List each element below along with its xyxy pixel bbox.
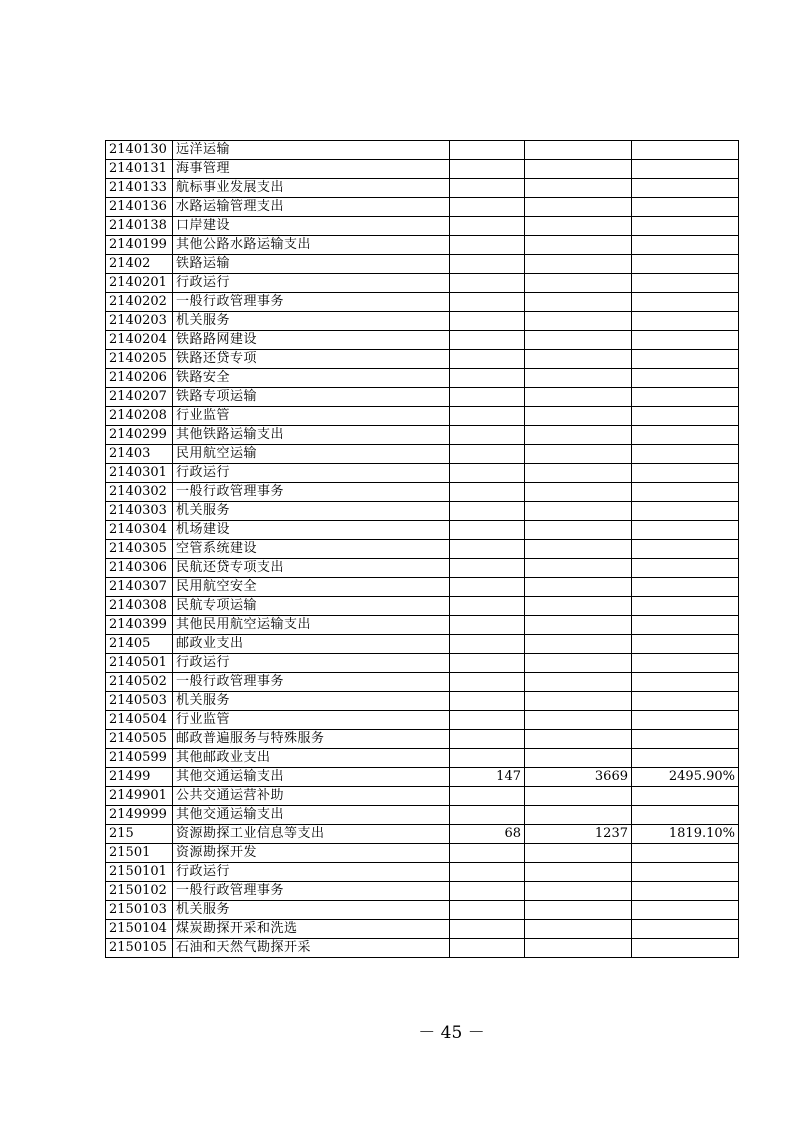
value-3-cell (632, 844, 739, 863)
name-cell: 其他铁路运输支出 (173, 426, 450, 445)
value-3-cell (632, 141, 739, 160)
value-1-cell (450, 217, 525, 236)
budget-table-body (106, 141, 739, 958)
name-cell: 行业监管 (173, 407, 450, 426)
name-cell: 空管系统建设 (173, 540, 450, 559)
value-3-cell (632, 502, 739, 521)
value-3-cell (632, 882, 739, 901)
value-3-cell (632, 901, 739, 920)
code-cell: 2150105 (106, 939, 173, 958)
table-row (106, 616, 739, 635)
value-2-cell (525, 616, 632, 635)
code-cell: 2140502 (106, 673, 173, 692)
code-cell: 2140305 (106, 540, 173, 559)
value-1-cell (450, 920, 525, 939)
value-2-cell (525, 426, 632, 445)
code-cell: 2140202 (106, 293, 173, 312)
value-3-cell (632, 920, 739, 939)
code-cell: 2140301 (106, 464, 173, 483)
value-3-cell (632, 160, 739, 179)
value-2-cell (525, 388, 632, 407)
value-2-cell (525, 331, 632, 350)
table-row (106, 236, 739, 255)
value-1-cell (450, 901, 525, 920)
value-2-cell (525, 274, 632, 293)
name-cell: 其他交通运输支出 (173, 768, 450, 787)
code-cell: 2150102 (106, 882, 173, 901)
value-1-cell: 147 (450, 768, 525, 787)
value-1-cell (450, 464, 525, 483)
value-1-cell (450, 160, 525, 179)
value-1-cell (450, 369, 525, 388)
table-row (106, 445, 739, 464)
code-cell: 21403 (106, 445, 173, 464)
value-1-cell (450, 559, 525, 578)
value-1-cell (450, 483, 525, 502)
value-1-cell (450, 730, 525, 749)
code-cell: 21499 (106, 768, 173, 787)
name-cell: 远洋运输 (173, 141, 450, 160)
value-1-cell (450, 179, 525, 198)
value-2-cell (525, 901, 632, 920)
value-1-cell (450, 654, 525, 673)
value-3-cell (632, 179, 739, 198)
value-2-cell (525, 673, 632, 692)
code-cell: 2140503 (106, 692, 173, 711)
value-3-cell (632, 730, 739, 749)
name-cell: 资源勘探工业信息等支出 (173, 825, 450, 844)
code-cell: 2140207 (106, 388, 173, 407)
name-cell: 机场建设 (173, 521, 450, 540)
value-3-cell (632, 198, 739, 217)
value-3-cell (632, 616, 739, 635)
value-1-cell (450, 597, 525, 616)
value-2-cell (525, 350, 632, 369)
table-row (106, 787, 739, 806)
name-cell: 铁路安全 (173, 369, 450, 388)
table-row (106, 654, 739, 673)
code-cell: 2140203 (106, 312, 173, 331)
name-cell: 其他邮政业支出 (173, 749, 450, 768)
name-cell: 一般行政管理事务 (173, 483, 450, 502)
value-3-cell (632, 597, 739, 616)
value-3-cell (632, 483, 739, 502)
name-cell: 机关服务 (173, 901, 450, 920)
value-2-cell (525, 141, 632, 160)
value-1-cell (450, 445, 525, 464)
value-1-cell (450, 274, 525, 293)
table-row (106, 274, 739, 293)
value-2-cell (525, 654, 632, 673)
code-cell: 2140138 (106, 217, 173, 236)
code-cell: 2140130 (106, 141, 173, 160)
name-cell: 行业监管 (173, 711, 450, 730)
value-1-cell (450, 293, 525, 312)
value-2-cell (525, 255, 632, 274)
name-cell: 资源勘探开发 (173, 844, 450, 863)
value-3-cell (632, 312, 739, 331)
value-2-cell (525, 483, 632, 502)
value-1-cell (450, 882, 525, 901)
name-cell: 机关服务 (173, 312, 450, 331)
value-1-cell (450, 673, 525, 692)
name-cell: 行政运行 (173, 654, 450, 673)
value-2-cell: 3669 (525, 768, 632, 787)
value-1-cell (450, 312, 525, 331)
value-1-cell (450, 141, 525, 160)
name-cell: 机关服务 (173, 692, 450, 711)
value-1-cell (450, 616, 525, 635)
value-1-cell (450, 521, 525, 540)
value-1-cell (450, 711, 525, 730)
code-cell: 2140204 (106, 331, 173, 350)
value-1-cell (450, 540, 525, 559)
table-row (106, 369, 739, 388)
value-2-cell (525, 521, 632, 540)
table-row (106, 502, 739, 521)
name-cell: 水路运输管理支出 (173, 198, 450, 217)
value-1-cell (450, 578, 525, 597)
name-cell: 一般行政管理事务 (173, 673, 450, 692)
value-1-cell (450, 331, 525, 350)
table-row (106, 578, 739, 597)
value-3-cell (632, 692, 739, 711)
table-row (106, 350, 739, 369)
value-3-cell (632, 559, 739, 578)
budget-table (105, 140, 739, 958)
code-cell: 2140199 (106, 236, 173, 255)
value-1-cell (450, 844, 525, 863)
value-2-cell (525, 407, 632, 426)
value-2-cell (525, 578, 632, 597)
table-row (106, 559, 739, 578)
name-cell: 行政运行 (173, 863, 450, 882)
value-2-cell (525, 540, 632, 559)
name-cell: 民航还贷专项支出 (173, 559, 450, 578)
value-2-cell (525, 464, 632, 483)
value-3-cell (632, 654, 739, 673)
code-cell: 2140208 (106, 407, 173, 426)
name-cell: 海事管理 (173, 160, 450, 179)
table-row (106, 863, 739, 882)
code-cell: 2140303 (106, 502, 173, 521)
table-row (106, 939, 739, 958)
table-row (106, 179, 739, 198)
code-cell: 21405 (106, 635, 173, 654)
value-2-cell (525, 844, 632, 863)
code-cell: 2150104 (106, 920, 173, 939)
code-cell: 2140399 (106, 616, 173, 635)
value-1-cell (450, 787, 525, 806)
value-1-cell (450, 407, 525, 426)
value-2-cell (525, 312, 632, 331)
name-cell: 邮政业支出 (173, 635, 450, 654)
name-cell: 铁路专项运输 (173, 388, 450, 407)
code-cell: 2140205 (106, 350, 173, 369)
value-1-cell (450, 863, 525, 882)
value-2-cell (525, 806, 632, 825)
code-cell: 21402 (106, 255, 173, 274)
name-cell: 民用航空运输 (173, 445, 450, 464)
value-3-cell (632, 426, 739, 445)
value-3-cell (632, 464, 739, 483)
value-3-cell (632, 939, 739, 958)
value-2-cell (525, 597, 632, 616)
value-3-cell (632, 255, 739, 274)
value-3-cell (632, 388, 739, 407)
table-row (106, 882, 739, 901)
value-3-cell (632, 331, 739, 350)
value-1-cell (450, 255, 525, 274)
value-2-cell (525, 749, 632, 768)
table-row (106, 844, 739, 863)
value-1-cell (450, 692, 525, 711)
value-3-cell: 1819.10% (632, 825, 739, 844)
value-2-cell (525, 559, 632, 578)
table-row (106, 521, 739, 540)
value-1-cell (450, 426, 525, 445)
code-cell: 2140206 (106, 369, 173, 388)
table-row (106, 749, 739, 768)
code-cell: 2140308 (106, 597, 173, 616)
table-row (106, 331, 739, 350)
value-2-cell (525, 160, 632, 179)
value-1-cell (450, 806, 525, 825)
value-3-cell (632, 749, 739, 768)
code-cell: 2140131 (106, 160, 173, 179)
table-row (106, 806, 739, 825)
value-3-cell (632, 217, 739, 236)
value-1-cell (450, 350, 525, 369)
name-cell: 民用航空安全 (173, 578, 450, 597)
table-row (106, 920, 739, 939)
value-1-cell (450, 749, 525, 768)
table-row (106, 597, 739, 616)
value-3-cell (632, 578, 739, 597)
value-2-cell (525, 635, 632, 654)
name-cell: 行政运行 (173, 274, 450, 293)
code-cell: 2140304 (106, 521, 173, 540)
value-3-cell (632, 787, 739, 806)
value-3-cell (632, 540, 739, 559)
name-cell: 其他交通运输支出 (173, 806, 450, 825)
table-row (106, 730, 739, 749)
table-row (106, 255, 739, 274)
table-row (106, 464, 739, 483)
value-3-cell (632, 806, 739, 825)
name-cell: 民航专项运输 (173, 597, 450, 616)
table-row (106, 426, 739, 445)
table-row (106, 198, 739, 217)
name-cell: 铁路路网建设 (173, 331, 450, 350)
table-row (106, 407, 739, 426)
value-2-cell (525, 198, 632, 217)
name-cell: 公共交通运营补助 (173, 787, 450, 806)
code-cell: 2150103 (106, 901, 173, 920)
value-3-cell (632, 711, 739, 730)
table-row (106, 692, 739, 711)
table-row (106, 483, 739, 502)
value-3-cell (632, 445, 739, 464)
name-cell: 行政运行 (173, 464, 450, 483)
name-cell: 铁路还贷专项 (173, 350, 450, 369)
value-2-cell (525, 236, 632, 255)
code-cell: 2140201 (106, 274, 173, 293)
code-cell: 2149999 (106, 806, 173, 825)
value-1-cell (450, 502, 525, 521)
value-2-cell (525, 502, 632, 521)
code-cell: 21501 (106, 844, 173, 863)
table-row (106, 217, 739, 236)
name-cell: 一般行政管理事务 (173, 293, 450, 312)
table-row (106, 312, 739, 331)
value-2-cell (525, 730, 632, 749)
table-row (106, 673, 739, 692)
code-cell: 2150101 (106, 863, 173, 882)
value-1-cell (450, 198, 525, 217)
name-cell: 口岸建设 (173, 217, 450, 236)
value-1-cell (450, 236, 525, 255)
code-cell: 215 (106, 825, 173, 844)
value-3-cell (632, 407, 739, 426)
value-3-cell (632, 293, 739, 312)
value-1-cell (450, 388, 525, 407)
value-2-cell (525, 369, 632, 388)
value-2-cell (525, 445, 632, 464)
table-row (106, 901, 739, 920)
name-cell: 航标事业发展支出 (173, 179, 450, 198)
code-cell: 2140306 (106, 559, 173, 578)
code-cell: 2140505 (106, 730, 173, 749)
code-cell: 2140299 (106, 426, 173, 445)
table-row (106, 635, 739, 654)
value-1-cell (450, 635, 525, 654)
name-cell: 其他公路水路运输支出 (173, 236, 450, 255)
value-3-cell (632, 350, 739, 369)
value-3-cell (632, 521, 739, 540)
table-row (106, 825, 739, 844)
value-2-cell (525, 939, 632, 958)
value-1-cell (450, 939, 525, 958)
value-2-cell (525, 863, 632, 882)
name-cell: 铁路运输 (173, 255, 450, 274)
table-row (106, 711, 739, 730)
name-cell: 邮政普遍服务与特殊服务 (173, 730, 450, 749)
value-3-cell (632, 274, 739, 293)
value-2-cell (525, 920, 632, 939)
code-cell: 2149901 (106, 787, 173, 806)
table-row (106, 768, 739, 787)
value-2-cell (525, 882, 632, 901)
value-2-cell: 1237 (525, 825, 632, 844)
value-1-cell: 68 (450, 825, 525, 844)
value-3-cell (632, 236, 739, 255)
value-3-cell (632, 369, 739, 388)
table-row (106, 160, 739, 179)
code-cell: 2140501 (106, 654, 173, 673)
value-2-cell (525, 711, 632, 730)
page-number: － 45 － (418, 1023, 485, 1043)
name-cell: 其他民用航空运输支出 (173, 616, 450, 635)
table-row (106, 141, 739, 160)
code-cell: 2140136 (106, 198, 173, 217)
value-3-cell (632, 673, 739, 692)
code-cell: 2140504 (106, 711, 173, 730)
value-3-cell (632, 863, 739, 882)
table-row (106, 293, 739, 312)
value-2-cell (525, 179, 632, 198)
code-cell: 2140307 (106, 578, 173, 597)
name-cell: 机关服务 (173, 502, 450, 521)
value-3-cell: 2495.90% (632, 768, 739, 787)
value-2-cell (525, 293, 632, 312)
table-row (106, 388, 739, 407)
name-cell: 煤炭勘探开采和洗选 (173, 920, 450, 939)
value-3-cell (632, 635, 739, 654)
value-2-cell (525, 787, 632, 806)
code-cell: 2140133 (106, 179, 173, 198)
code-cell: 2140599 (106, 749, 173, 768)
value-2-cell (525, 692, 632, 711)
code-cell: 2140302 (106, 483, 173, 502)
name-cell: 石油和天然气勘探开采 (173, 939, 450, 958)
table-row (106, 540, 739, 559)
name-cell: 一般行政管理事务 (173, 882, 450, 901)
value-2-cell (525, 217, 632, 236)
